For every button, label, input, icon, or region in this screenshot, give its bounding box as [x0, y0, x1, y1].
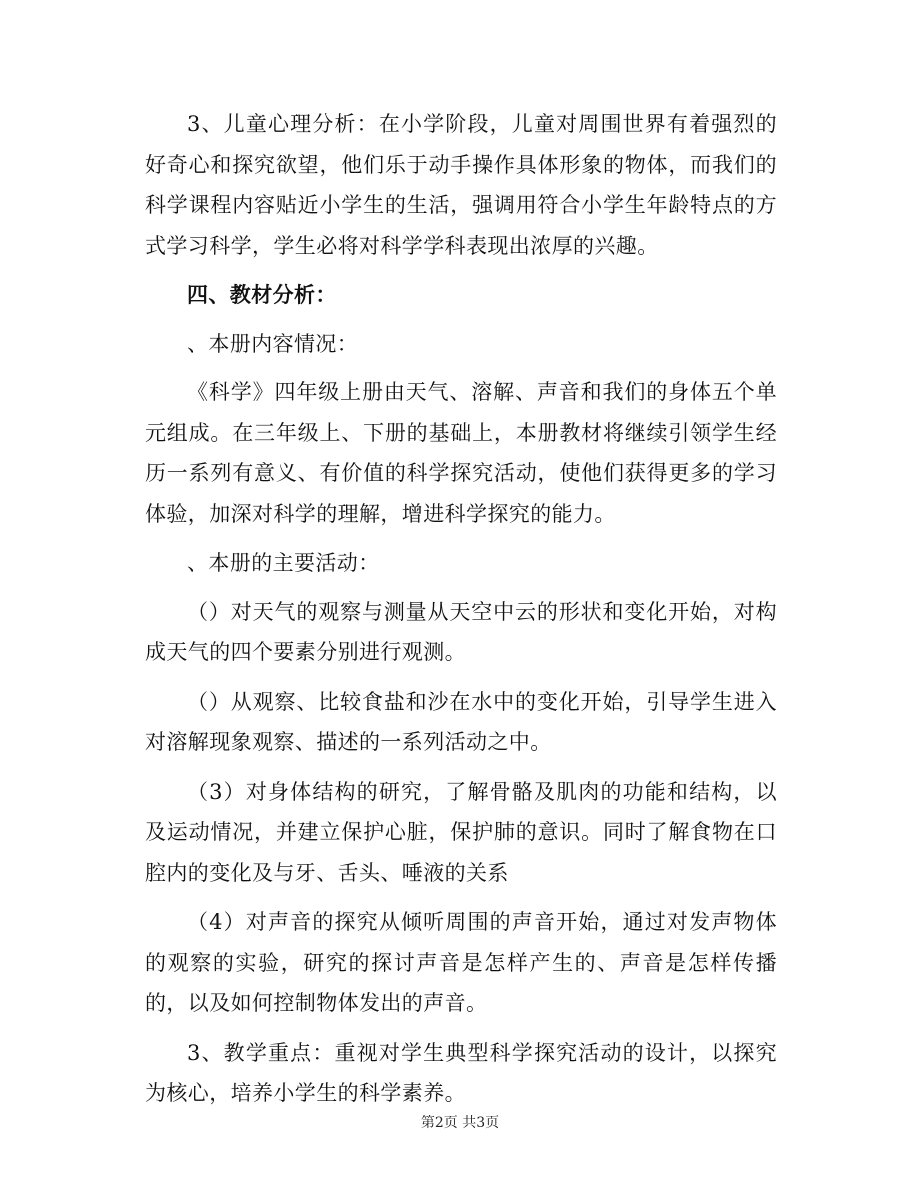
list-item-sound: （4）对声音的探究从倾听周围的声音开始，通过对发声物体的观察的实验，研究的探讨声音是怎样产生的、声音是怎样传播的，以及如何控制物体发出的声音。 — [145, 910, 777, 1015]
list-item-dissolving: （）从观察、比较食盐和沙在水中的变化开始，引导学生进入对溶解现象观察、描述的一系列活动之中。 — [145, 689, 777, 754]
paragraph-volume-content: 《科学》四年级上册由天气、溶解、声音和我们的身体五个单元组成。在三年级上、下册的基础上，本册教材将继续引领学生经历一系列有意义、有价值的科学探究活动，使他们获得更多的学习体验，加深对科学的理解，增进科学探究的能力。 — [145, 380, 777, 526]
document-body — [145, 104, 777, 1123]
list-item-weather: （）对天气的观察与测量从天空中云的形状和变化开始，对构成天气的四个要素分别进行观测。 — [145, 599, 777, 664]
paragraph-child-psychology: 3、儿童心理分析：在小学阶段，儿童对周围世界有着强烈的好奇心和探究欲望，他们乐于动手操作具体形象的物体，而我们的科学课程内容贴近小学生的生活，强调用符合小学生年龄特点的方式学习科学，学生必将对科学学科表现出浓厚的兴趣。 — [145, 112, 777, 258]
section-heading-textbook-analysis: 四、教材分析： — [187, 283, 337, 307]
page-number-footer: 第2页 共3页 — [420, 1115, 500, 1131]
paragraph-teaching-focus: 3、教学重点：重视对学生典型科学探究活动的设计，以探究为核心，培养小学生的科学素养。 — [145, 1040, 777, 1105]
subheading-volume-content: 、本册内容情况： — [187, 331, 359, 356]
list-item-body-structure: （3）对身体结构的研究，了解骨骼及肌肉的功能和结构，以及运动情况，并建立保护心脏，保护肺的意识。同时了解食物在口腔内的变化及与牙、舌头、唾液的关系 — [145, 779, 777, 885]
subheading-main-activities: 、本册的主要活动： — [187, 551, 380, 575]
